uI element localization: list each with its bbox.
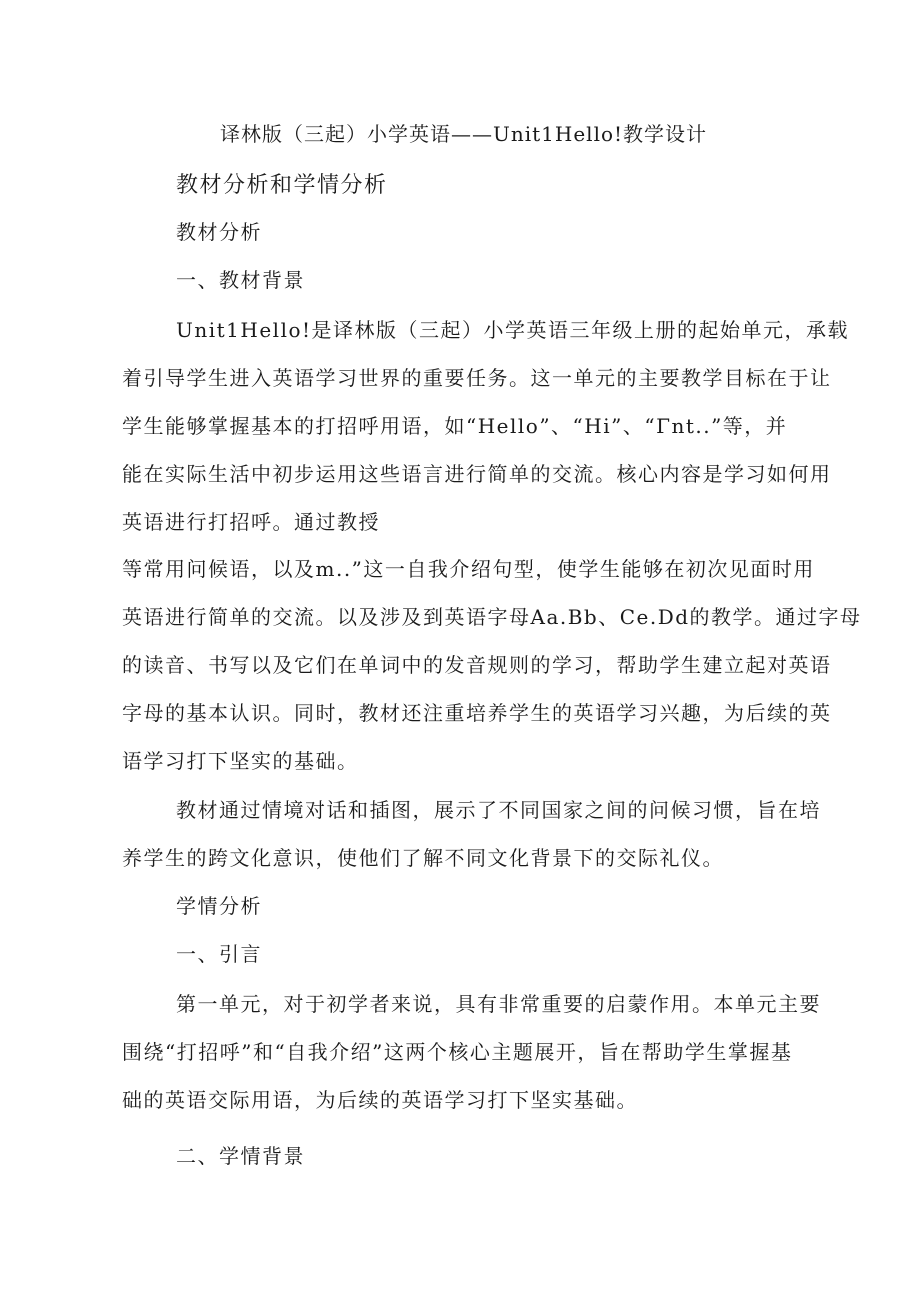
paragraph-line: 教材通过情境对话和插图，展示了不同国家之间的问候习惯，旨在培 xyxy=(176,798,821,822)
paragraph-line: 能在实际生活中初步运用这些语言进行简单的交流。核心内容是学习如何用 xyxy=(122,462,832,486)
paragraph-line: Unit1Hello!是译林版（三起）小学英语三年级上册的起始单元，承载 xyxy=(176,318,850,342)
paragraph-line: 英语进行打招呼。通过教授 xyxy=(122,510,380,534)
section-intro-title: 一、引言 xyxy=(176,942,262,966)
paragraph-line: 语学习打下坚实的基础。 xyxy=(122,749,359,773)
paragraph-line: 等常用问候语，以及m..”这一自我介绍句型，使学生能够在初次见面时用 xyxy=(122,557,815,581)
heading-material: 教材分析 xyxy=(176,220,262,244)
heading-main: 教材分析和学情分析 xyxy=(176,173,388,198)
paragraph-line: 着引导学生进入英语学习世界的重要任务。这一单元的主要教学目标在于让 xyxy=(122,366,832,390)
paragraph-line: 英语进行简单的交流。以及涉及到英语字母Aa.Bb、Ce.Dd的教学。通过字母 xyxy=(122,605,862,629)
paragraph-line: 第一单元，对于初学者来说，具有非常重要的启蒙作用。本单元主要 xyxy=(176,992,821,1016)
heading-learner: 学情分析 xyxy=(176,894,262,918)
section-1-title: 一、教材背景 xyxy=(176,268,305,292)
paragraph-line: 学生能够掌握基本的打招呼用语，如“Hello”、“Hi”、“Γnt..”等，并 xyxy=(122,414,788,438)
section-2-title: 二、学情背景 xyxy=(176,1144,305,1168)
paragraph-line: 础的英语交际用语，为后续的英语学习打下坚实基础。 xyxy=(122,1088,638,1112)
paragraph-line: 围绕“打招呼”和“自我介绍”这两个核心主题展开，旨在帮助学生掌握基 xyxy=(122,1040,793,1064)
paragraph-line: 字母的基本认识。同时，教材还注重培养学生的英语学习兴趣，为后续的英 xyxy=(122,701,832,725)
paragraph-line: 养学生的跨文化意识，使他们了解不同文化背景下的交际礼仪。 xyxy=(122,846,724,870)
paragraph-line: 的读音、书写以及它们在单词中的发音规则的学习，帮助学生建立起对英语 xyxy=(122,653,832,677)
document-title: 译林版（三起）小学英语——Unit1Hello!教学设计 xyxy=(220,122,708,146)
